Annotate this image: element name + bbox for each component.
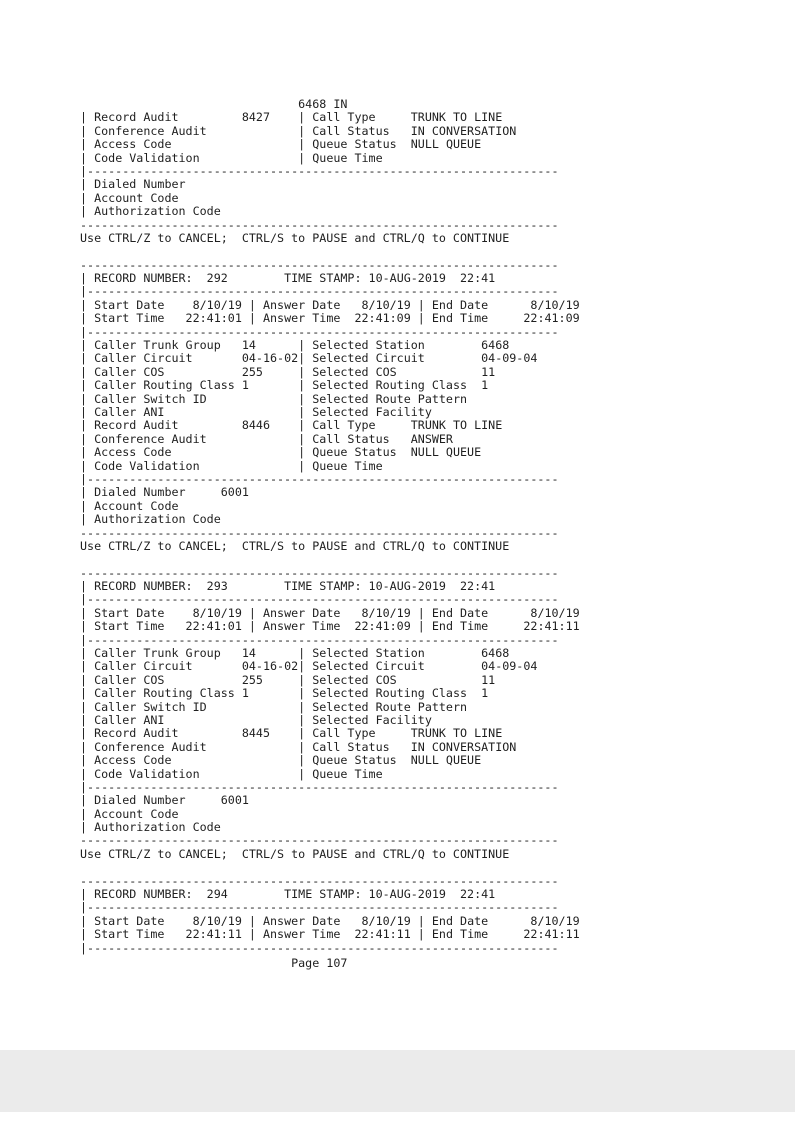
start-date: 8/10/19 [171, 605, 242, 620]
value: 1 [481, 686, 489, 701]
spacer [80, 861, 700, 874]
label: Caller ANI [94, 404, 235, 419]
record-number-label: RECORD NUMBER: [94, 887, 193, 902]
record-detail-row: | Caller ANI | Selected Facility [80, 404, 482, 419]
rule: |------------------------------------------------------------------- [80, 471, 559, 486]
rule: |------------------------------------------------------------------- [80, 592, 559, 607]
label: Caller Circuit [94, 659, 235, 674]
value [242, 445, 298, 459]
record-detail-row: | Access Code | Queue Status NULL QUEUE [80, 753, 482, 768]
value: 04-09-04 [481, 659, 538, 674]
value: 04-16-02 [241, 659, 299, 674]
value: 255 [241, 364, 299, 379]
value: ANSWER [410, 431, 453, 446]
fragment-left-value [242, 124, 291, 138]
fragment-left-label: Access Code [94, 137, 235, 152]
fragment-right-value: TRUNK TO LINE [410, 110, 503, 125]
answer-time: 22:41:09 [340, 619, 411, 634]
label: End Time [431, 927, 510, 942]
record-auth: | Authorization Code [80, 512, 221, 527]
fragment-left-value [242, 137, 291, 151]
label: Answer Date [262, 297, 341, 312]
record-detail-row: | Record Audit 8446 | Call Type TRUNK TO LINE [80, 418, 503, 433]
value [242, 700, 298, 714]
station-continuation [80, 98, 700, 111]
label: Call Status [312, 431, 411, 446]
label: Selected COS [312, 364, 482, 379]
value: TRUNK TO LINE [410, 418, 503, 433]
value [242, 767, 298, 781]
answer-date: 8/10/19 [340, 605, 411, 620]
control-message-text: Use CTRL/Z to CANCEL; CTRL/S to PAUSE and CTRL/Q to CONTINUE [80, 538, 510, 553]
record-detail-row: | Caller COS 255 | Selected COS 11 [80, 364, 496, 379]
record-auth: | Authorization Code [80, 820, 221, 835]
value: 1 [241, 378, 299, 393]
fragment-line: | Conference Audit | Call Status IN CONVERSATION [80, 123, 517, 138]
fragment-right-value: NULL QUEUE [410, 137, 482, 152]
end-time: 22:41:11 [509, 927, 580, 942]
start-time: 22:41:11 [171, 927, 242, 942]
label: End Date [431, 297, 510, 312]
label: Caller Trunk Group [94, 338, 235, 353]
start-date: 8/10/19 [171, 913, 242, 928]
fragment-left-label: Record Audit [94, 110, 235, 125]
rule: -------------------------------------------------------------------- [80, 257, 559, 272]
record-account: | Account Code [80, 498, 221, 513]
value: IN CONVERSATION [410, 739, 517, 754]
fragment-dialed: | Dialed Number [80, 177, 221, 192]
value: 11 [481, 364, 496, 379]
record-detail-row: | Caller Switch ID | Selected Route Pattern [80, 699, 482, 714]
label: Queue Status [312, 445, 411, 460]
label: Dialed Number [94, 793, 221, 808]
fragment-auth: | Authorization Code [80, 204, 221, 219]
fragment-line: | Record Audit 8427 | Call Type TRUNK TO LINE [80, 110, 503, 125]
dialed-number: 6001 [220, 485, 249, 500]
fragment-line: | Access Code | Queue Status NULL QUEUE [80, 137, 482, 152]
label: Start Date [94, 297, 172, 312]
label: Selected Circuit [312, 351, 482, 366]
fragment-left-value: 8427 [241, 110, 292, 125]
fragment-right-label: Queue Status [312, 137, 411, 152]
record-detail-row: | Caller Circuit 04-16-02| Selected Circuit 04-09-04 [80, 351, 538, 366]
label: Selected COS [312, 672, 482, 687]
fragment-right-label: Call Status [312, 123, 411, 138]
record-header: | RECORD NUMBER: 293 TIME STAMP: 10-AUG-2019 22:41 [80, 579, 496, 594]
label: Call Type [312, 418, 411, 433]
label: Dialed Number [94, 485, 221, 500]
label: Selected Routing Class [312, 378, 482, 393]
label: Code Validation [94, 766, 235, 781]
record-detail-row: | Code Validation | Queue Time [80, 458, 411, 473]
end-time: 22:41:11 [509, 619, 580, 634]
label: Answer Time [262, 311, 341, 326]
label: Dialed Number [94, 177, 221, 192]
record-detail-row: | Record Audit 8445 | Call Type TRUNK TO LINE [80, 726, 503, 741]
control-message [80, 232, 700, 245]
fragment-right-label: Call Type [312, 110, 411, 125]
fragment-left-value [242, 151, 291, 165]
label: Authorization Code [94, 204, 221, 219]
label: Selected Circuit [312, 659, 482, 674]
fragment-left-label: Code Validation [94, 150, 235, 165]
record-start-time-row: | Start Time 22:41:01 | Answer Time 22:41:09 | End Time 22:41:11 [80, 619, 580, 634]
label: Selected Routing Class [312, 686, 482, 701]
rule: |------------------------------------------------------------------- [80, 632, 559, 647]
rule: -------------------------------------------------------------------- [80, 525, 559, 540]
label: Answer Time [262, 619, 341, 634]
control-message-text: Use CTRL/Z to CANCEL; CTRL/S to PAUSE and CTRL/Q to CONTINUE [80, 846, 510, 861]
control-message-text: Use CTRL/Z to CANCEL; CTRL/S to PAUSE and CTRL/Q to CONTINUE [80, 230, 510, 245]
rule: |------------------------------------------------------------------- [80, 940, 559, 955]
value: 8445 [241, 726, 299, 741]
value: 6468 [481, 646, 510, 661]
label: Answer Date [262, 605, 341, 620]
label: Caller Switch ID [94, 391, 235, 406]
fragment-line: | Code Validation | Queue Time [80, 150, 411, 165]
station-continuation-value: 6468 IN [298, 97, 348, 111]
label: Caller ANI [94, 712, 235, 727]
label: Start Time [94, 619, 172, 634]
rule: -------------------------------------------------------------------- [80, 873, 559, 888]
answer-date: 8/10/19 [340, 297, 411, 312]
label: Record Audit [94, 726, 235, 741]
value: 255 [241, 672, 299, 687]
label: Selected Facility [312, 712, 482, 727]
label: Queue Status [312, 753, 411, 768]
label: Answer Time [262, 927, 341, 942]
page-label [80, 957, 700, 970]
label: End Time [431, 311, 510, 326]
end-date: 8/10/19 [509, 605, 580, 620]
label: Caller Routing Class [94, 378, 235, 393]
label: Caller Routing Class [94, 686, 235, 701]
label: Start Date [94, 913, 172, 928]
record-number: 294 [206, 887, 256, 902]
label: Code Validation [94, 458, 235, 473]
control-message [80, 540, 700, 553]
label: Caller Switch ID [94, 699, 235, 714]
label: Start Time [94, 311, 172, 326]
label: Call Status [312, 739, 411, 754]
fragment-left-label: Conference Audit [94, 123, 235, 138]
fragment-right-value: IN CONVERSATION [410, 123, 517, 138]
answer-time: 22:41:09 [340, 311, 411, 326]
page-number: Page 107 [291, 956, 348, 970]
value: 11 [481, 672, 496, 687]
record-start-date-row: | Start Date 8/10/19 | Answer Date 8/10/19 | End Date 8/10/19 [80, 913, 580, 928]
value: 1 [481, 378, 489, 393]
record-detail-row: | Caller Trunk Group 14 | Selected Station 6468 [80, 338, 510, 353]
value [242, 459, 298, 473]
value: 8446 [241, 418, 299, 433]
record-detail-row: | Caller Switch ID | Selected Route Pattern [80, 391, 482, 406]
record-detail-row: | Caller Routing Class 1 | Selected Routing Class 1 [80, 378, 489, 393]
label: Start Date [94, 605, 172, 620]
label: Caller Trunk Group [94, 646, 235, 661]
label: Selected Route Pattern [312, 699, 482, 714]
value: NULL QUEUE [410, 445, 482, 460]
value: TRUNK TO LINE [410, 726, 503, 741]
spacer [80, 245, 700, 258]
label: Call Type [312, 726, 411, 741]
value: 04-09-04 [481, 351, 538, 366]
record-start-date-row: | Start Date 8/10/19 | Answer Date 8/10/19 | End Date 8/10/19 [80, 297, 580, 312]
end-time: 22:41:09 [509, 311, 580, 326]
record-detail-row: | Caller Trunk Group 14 | Selected Station 6468 [80, 646, 510, 661]
label: Queue Time [312, 458, 411, 473]
record-number: 293 [206, 579, 256, 594]
scan-footer-band [0, 1050, 795, 1112]
control-message [80, 848, 700, 861]
rule: |------------------------------------------------------------------- [80, 324, 559, 339]
record-header: | RECORD NUMBER: 292 TIME STAMP: 10-AUG-2019 22:41 [80, 271, 496, 286]
rule: |------------------------------------------------------------------- [80, 163, 559, 178]
start-date: 8/10/19 [171, 297, 242, 312]
answer-date: 8/10/19 [340, 913, 411, 928]
time-stamp: 10-AUG-2019 22:41 [368, 887, 496, 902]
call-detail-report [80, 98, 700, 970]
record-number: 292 [206, 271, 256, 286]
label: Conference Audit [94, 431, 235, 446]
value [242, 392, 298, 406]
fragment-right-label: Queue Time [312, 150, 411, 165]
label: Record Audit [94, 418, 235, 433]
answer-time: 22:41:11 [340, 927, 411, 942]
spacer [80, 553, 700, 566]
value: 6468 [481, 338, 510, 353]
value [242, 753, 298, 767]
record-detail-row: | Conference Audit | Call Status ANSWER [80, 431, 453, 446]
start-time: 22:41:01 [171, 619, 242, 634]
record-header: | RECORD NUMBER: 294 TIME STAMP: 10-AUG-2019 22:41 [80, 887, 496, 902]
label: Access Code [94, 445, 235, 460]
rule: -------------------------------------------------------------------- [80, 217, 559, 232]
label: Queue Time [312, 766, 411, 781]
time-stamp: 10-AUG-2019 22:41 [368, 271, 496, 286]
label: Conference Audit [94, 739, 235, 754]
record-detail-row: | Access Code | Queue Status NULL QUEUE [80, 445, 482, 460]
label: Selected Station [312, 338, 482, 353]
fragment-account: | Account Code [80, 190, 221, 205]
label: Account Code [94, 190, 221, 205]
label: Selected Route Pattern [312, 391, 482, 406]
value [242, 405, 298, 419]
label: End Date [431, 913, 510, 928]
record-start-time-row: | Start Time 22:41:11 | Answer Time 22:41:11 | End Time 22:41:11 [80, 927, 580, 942]
label: Account Code [94, 806, 221, 821]
record-detail-row: | Code Validation | Queue Time [80, 766, 411, 781]
label: Caller COS [94, 364, 235, 379]
value: 1 [241, 686, 299, 701]
time-stamp: 10-AUG-2019 22:41 [368, 579, 496, 594]
label: End Time [431, 619, 510, 634]
rule: -------------------------------------------------------------------- [80, 833, 559, 848]
value [242, 713, 298, 727]
value [242, 432, 298, 446]
record-detail-row: | Caller ANI | Selected Facility [80, 712, 482, 727]
label: Access Code [94, 753, 235, 768]
label: Selected Facility [312, 404, 482, 419]
label: Selected Station [312, 646, 482, 661]
record-detail-row: | Caller Circuit 04-16-02| Selected Circuit 04-09-04 [80, 659, 538, 674]
label: Start Time [94, 927, 172, 942]
start-time: 22:41:01 [171, 311, 242, 326]
record-number-label: RECORD NUMBER: [94, 271, 193, 286]
rule: -------------------------------------------------------------------- [80, 565, 559, 580]
value: 14 [241, 646, 299, 661]
rule: |------------------------------------------------------------------- [80, 900, 559, 915]
value [242, 740, 298, 754]
record-start-date-row: | Start Date 8/10/19 | Answer Date 8/10/19 | End Date 8/10/19 [80, 605, 580, 620]
dialed-number: 6001 [220, 793, 249, 808]
time-stamp-label: TIME STAMP: [284, 579, 362, 594]
label: Authorization Code [94, 512, 221, 527]
record-dialed: | Dialed Number 6001 [80, 485, 249, 500]
end-date: 8/10/19 [509, 297, 580, 312]
label: Caller COS [94, 672, 235, 687]
value: NULL QUEUE [410, 753, 482, 768]
time-stamp-label: TIME STAMP: [284, 271, 362, 286]
end-date: 8/10/19 [509, 913, 580, 928]
label: End Date [431, 605, 510, 620]
value: 14 [241, 338, 299, 353]
record-detail-row: | Conference Audit | Call Status IN CONVERSATION [80, 739, 517, 754]
record-detail-row: | Caller Routing Class 1 | Selected Routing Class 1 [80, 686, 489, 701]
label: Answer Date [262, 913, 341, 928]
time-stamp-label: TIME STAMP: [284, 887, 362, 902]
record-number-label: RECORD NUMBER: [94, 579, 193, 594]
record-detail-row: | Caller COS 255 | Selected COS 11 [80, 672, 496, 687]
record-start-time-row: | Start Time 22:41:01 | Answer Time 22:41:09 | End Time 22:41:09 [80, 311, 580, 326]
rule: |------------------------------------------------------------------- [80, 779, 559, 794]
label: Caller Circuit [94, 351, 235, 366]
label: Authorization Code [94, 820, 221, 835]
rule: |------------------------------------------------------------------- [80, 284, 559, 299]
label: Account Code [94, 498, 221, 513]
value: 04-16-02 [241, 351, 299, 366]
record-dialed: | Dialed Number 6001 [80, 793, 249, 808]
record-account: | Account Code [80, 806, 221, 821]
